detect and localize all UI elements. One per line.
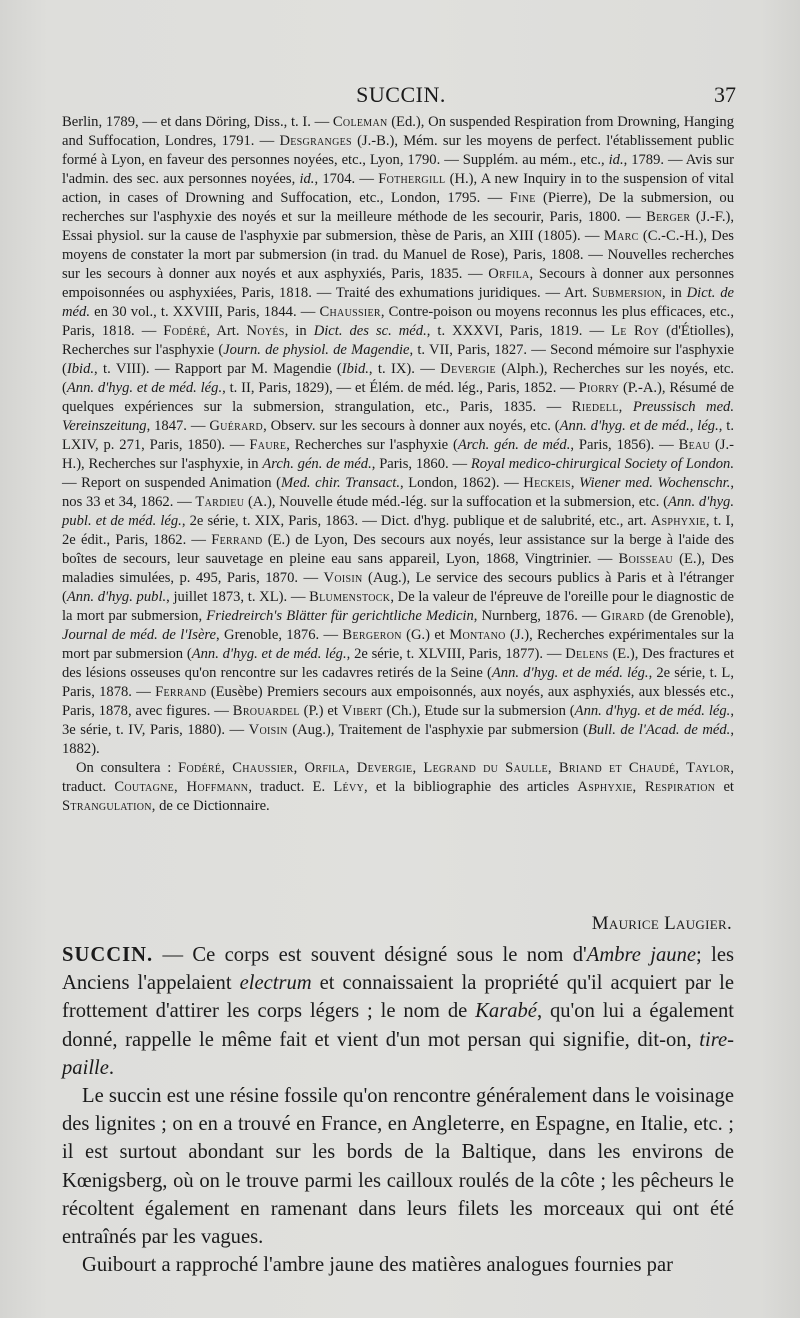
text-run: (Aug.), Traitement de l'asphyxie par submersion ( <box>287 722 588 738</box>
text-run: (Alph.), Recherches sur les noyés, etc. ( <box>62 361 734 396</box>
author-name: Faure <box>249 437 287 453</box>
italic-run: Dict. des sc. méd. <box>313 323 427 339</box>
text-run: , et la bibliographie des articles <box>364 779 578 795</box>
bibliography-section <box>62 113 734 816</box>
text-run: en 30 vol., t. XXVIII, Paris, 1844. — <box>89 304 320 320</box>
author-name: Girard <box>600 608 645 624</box>
text-run: , 2e série, t. L, Paris, 1878. — <box>62 665 734 700</box>
text-run: , Secours à donner aux personnes empoisonnées ou asphyxiées, Paris, 1818. — Traité des exhumations juridiques. — Art. <box>62 266 735 301</box>
italic-run: Med. chir. Transact. <box>281 475 400 491</box>
text-run: (E.) de Lyon, Des secours aux noyés, leur assistance sur la berge à l'aide des boîtes de secours, leur sauvetage en pleine eau sans appareil, Lyon, 1868, Vingtrinier. — <box>62 532 735 567</box>
italic-run: id. <box>299 171 315 187</box>
italic-run: Ann. d'hyg. et de méd. lég. <box>66 380 223 396</box>
italic-run: Arch. gén. de méd. <box>457 437 571 453</box>
author-name: Brouardel <box>232 703 300 719</box>
text-run: (J.-H.), Recherches sur l'asphyxie, in <box>62 437 734 472</box>
text-run: , Paris, 1860. — <box>371 456 471 472</box>
author-name: Asphyxie, Respiration <box>577 779 716 795</box>
text-run: , <box>618 399 633 415</box>
text-run: Le succin est une résine fossile qu'on rencontre généralement dans le voisinage des lignites ; on en a trouvé en France, en Angleterre, en Espagne, en Italie, etc. ; il est surtout abondant sur les bords de la Baltique, dans les environs de Kœnigsberg, où on le trouve parmi les cailloux roulés de la côte ; les pêcheurs le récoltent également en ramenant dans leurs filets les morceaux qui ont été entraînés par les vagues. <box>62 1085 734 1249</box>
italic-run: Bull. de l'Acad. de méd. <box>587 722 731 738</box>
author-name: Desgranges <box>279 133 352 149</box>
text-run: (Ch.), Etude sur la submersion ( <box>382 703 575 719</box>
author-name: Voisin <box>323 570 363 586</box>
author-name: Voisin <box>248 722 288 738</box>
author-name: Asphyxie <box>650 513 706 529</box>
text-run: Berlin, 1789, — et dans Döring, Diss., t. I. — <box>62 114 333 130</box>
text-run: , juillet 1873, t. XL). — <box>166 589 310 605</box>
author-name: Strangulation <box>62 798 152 814</box>
text-run: , 1882). <box>62 722 734 757</box>
author-name: Blumenstock <box>309 589 391 605</box>
italic-run: Dict. de méd. <box>62 285 735 320</box>
text-run: , t. VIII). — Rapport par M. Magendie ( <box>94 361 342 377</box>
author-name: Fine <box>509 190 536 206</box>
text-run: , nos 33 et 34, 1862. — <box>62 475 734 510</box>
author-name: Montano <box>449 627 506 643</box>
text-run: , t. XXXVI, Paris, 1819. — <box>426 323 612 339</box>
text-run: , 1847. — <box>146 418 210 434</box>
text-run: — Report on suspended Animation ( <box>62 475 281 491</box>
text-run: , t. II, Paris, 1829), — et Élém. de méd. lég., Paris, 1852. — <box>222 380 579 396</box>
author-name: Piorry <box>578 380 620 396</box>
text-run: , t. IX). — <box>368 361 441 377</box>
italic-run: Ann. d'hyg. et de méd. lég. <box>491 665 649 681</box>
text-run: , Art. <box>206 323 247 339</box>
text-run: (de Grenoble), <box>644 608 734 624</box>
article-paragraph-2 <box>62 1082 734 1251</box>
author-name: Fodéré, Chaussier, Orfila, Devergie, Legrand du Saulle, Briand et Chaudé, Taylor <box>178 760 731 776</box>
article-paragraph-1 <box>62 941 734 1082</box>
author-name: Beau <box>678 437 711 453</box>
italic-run: Ann. d'hyg. publ. et de méd. lég. <box>62 494 734 529</box>
text-run: — Ce corps est souvent désigné sous le nom d' <box>153 944 587 966</box>
author-name: Heckeis <box>523 475 571 491</box>
running-title: SUCCIN. <box>356 82 446 107</box>
author-name: Riedell <box>571 399 619 415</box>
text-run: (P.) et <box>299 703 342 719</box>
author-name: Vibert <box>341 703 383 719</box>
italic-run: id. <box>608 152 624 168</box>
author-name: Fothergill <box>378 171 446 187</box>
italic-run: electrum <box>239 972 312 995</box>
author-name: Orfila <box>488 266 530 282</box>
text-run: , Paris, 1856). — <box>570 437 679 453</box>
text-run: , Nurnberg, 1876. — <box>473 608 601 624</box>
author-name: Devergie <box>440 361 496 377</box>
text-run: , traduct. E. <box>248 779 334 795</box>
text-run: et connaissaient la propriété qu'il acquiert par le frottement d'attirer les corps légers ; le nom de <box>62 972 734 1023</box>
text-run: , t. I, 2e édit., Paris, 1862. — <box>62 513 734 548</box>
text-run: , qu'on lui a également donné, rappelle le même fait et vient d'un mot persan qui signifie, dit-on, <box>62 1000 734 1051</box>
consultation-paragraph <box>62 759 734 816</box>
text-run: , 1789. — Avis sur l'admin. des sec. aux personnes noyées, <box>62 152 734 187</box>
text-run: On consultera : <box>76 760 179 776</box>
text-run: (Eusèbe) Premiers secours aux empoisonnés, aux noyés, aux asphyxiés, aux blessés etc., Paris, 1878, avec figures. — <box>62 684 734 719</box>
italic-run: Journ. de physiol. de Magendie <box>223 342 410 358</box>
italic-run: Ann. d'hyg. publ. <box>66 589 167 605</box>
text-run: (d'Étiolles), Recherches sur l'asphyxie ( <box>62 323 734 358</box>
italic-run: tire-paille <box>62 1028 734 1079</box>
text-run: (C.-C.-H.), Des moyens de constater la mort par submersion (in trad. du Manuel de Rose), Paris, 1808. — Nouvelles recherches sur les secours à donner aux noyés et aux asphyxiés, Paris, 1835. — <box>62 228 734 282</box>
author-name: Lévy <box>333 779 364 795</box>
text-run: (J.-F.), Essai physiol. sur la cause de l'asphyxie par submersion, thèse de Paris, an XIII (1805). — <box>62 209 734 244</box>
text-run: (P.-A.), Résumé de quelques expériences sur la submersion, strangulation, etc., Paris, 1835. — <box>62 380 734 415</box>
text-run: Guibourt a rapproché l'ambre jaune des matières analogues fournies par <box>82 1254 673 1277</box>
text-run: , de ce Dictionnaire. <box>151 798 270 814</box>
text-run: , Grenoble, 1876. — <box>216 627 343 643</box>
author-name: Boisseau <box>618 551 673 567</box>
text-run: , London, 1862). — <box>399 475 524 491</box>
text-run: , 2e série, t. XLVIII, Paris, 1877). — <box>346 646 566 662</box>
text-run: (E.), Des maladies simulées, p. 495, Paris, 1870. — <box>62 551 734 586</box>
author-name: Coleman <box>332 114 388 130</box>
italic-run: Ann. d'hyg. et de méd. lég. <box>574 703 731 719</box>
text-run: , 1704. — <box>314 171 379 187</box>
page-header <box>66 82 736 112</box>
author-name: Fodéré <box>163 323 207 339</box>
bibliography-paragraph <box>62 113 734 759</box>
text-run: , <box>570 475 580 491</box>
text-run: (A.), Nouvelle étude méd.-lég. sur la suffocation et la submersion, etc. ( <box>244 494 668 510</box>
text-run: (H.), A new Inquiry in to the suspension of vital action, in cases of Drowning and Suffocation, etc., London, 1795. — <box>62 171 734 206</box>
author-name: Coutagne, Hoffmann <box>114 779 249 795</box>
text-run: ; les Anciens l'appelaient <box>62 944 735 995</box>
text-run: , 3e série, t. IV, Paris, 1880). — <box>62 703 734 738</box>
italic-run: Ibid. <box>66 361 95 377</box>
text-run: , De la valeur de l'épreuve de l'oreille pour le diagnostic de la mort par submersion, <box>62 589 735 624</box>
italic-run: Arch. gén. de méd. <box>262 456 372 472</box>
author-name: Ferrand <box>211 532 263 548</box>
author-name: Marc <box>603 228 639 244</box>
text-run: , Contre-poison ou moyens reconnus les plus efficaces, etc., Paris, 1818. — <box>62 304 734 339</box>
author-name: Tardieu <box>195 494 245 510</box>
page-number: 37 <box>714 82 736 107</box>
text-run: (G.) et <box>401 627 450 643</box>
author-name: Delens <box>565 646 609 662</box>
article-succin <box>62 941 734 1279</box>
author-name: Ferrand <box>155 684 207 700</box>
text-run: . <box>108 1056 115 1079</box>
italic-run: Ann. d'hyg. et de méd., lég. <box>559 418 719 434</box>
article-paragraph-3 <box>62 1251 734 1279</box>
text-run: , t. LXIV, p. 271, Paris, 1850). — <box>62 418 734 453</box>
text-run: , Observ. sur les secours à donner aux noyés, etc. ( <box>263 418 560 434</box>
italic-run: Friedreirch's Blätter für gerichtliche Medicin <box>206 608 474 624</box>
text-run: , Recherches sur l'asphyxie ( <box>286 437 458 453</box>
author-name: Le Roy <box>611 323 660 339</box>
italic-run: Preussisch med. Vereinszeitung <box>62 399 734 434</box>
italic-run: Journal de méd. de l'Isère <box>62 627 217 643</box>
headword: SUCCIN. <box>62 944 154 966</box>
text-run: , t. VII, Paris, 1827. — Second mémoire sur l'asphyxie ( <box>62 342 735 377</box>
italic-run: Ambre jaune <box>586 944 697 966</box>
author-name: Bergeron <box>342 627 402 643</box>
author-name: Berger <box>646 209 691 225</box>
author-name: Chaussier <box>319 304 381 320</box>
text-run: (Aug.), Le service des secours publics à Paris et à l'étranger ( <box>62 570 734 605</box>
text-run: (J.-B.), Mém. sur les moyens de perfect. l'établissement public formé à Lyon, en faveur des personnes noyées, etc., Lyon, 1790. — Supplém. au mém., etc., <box>62 133 734 168</box>
italic-run: Wiener med. Wochenschr. <box>579 475 731 491</box>
italic-run: Ann. d'hyg. et de méd. lég. <box>191 646 347 662</box>
author-name: Guérard <box>209 418 264 434</box>
italic-run: Ibid. <box>341 361 369 377</box>
article-paragraph-1-text <box>62 944 734 1079</box>
text-run: , in <box>662 285 687 301</box>
author-name: Submersion <box>591 285 662 301</box>
text-run: , in <box>284 323 314 339</box>
text-run: , 2e série, t. XIX, Paris, 1863. — Dict. d'hyg. publique et de salubrité, etc., art. <box>181 513 651 529</box>
text-run: , traduct. <box>62 760 735 795</box>
text-run: (J.), Recherches expérimentales sur la mort par submersion ( <box>62 627 735 662</box>
text-run: et <box>715 779 734 795</box>
author-name: Noyés <box>246 323 285 339</box>
author-signature: Maurice Laugier. <box>591 913 732 934</box>
text-run: (E.), Des fractures et des lésions osseuses qu'on rencontre sur les cadavres retirés de la Seine ( <box>62 646 734 681</box>
italic-run: Karabé <box>475 1000 537 1023</box>
italic-run: Royal medico-chirurgical Society of London. <box>470 456 734 472</box>
text-run: (Pierre), De la submersion, ou recherches sur l'asphyxie des noyés et sur la meilleure méthode de les secourir, Paris, 1800. — <box>62 190 734 225</box>
text-run: (Ed.), On suspended Respiration from Drowning, Hanging and Suffocation, Londres, 1791. — <box>62 114 734 149</box>
